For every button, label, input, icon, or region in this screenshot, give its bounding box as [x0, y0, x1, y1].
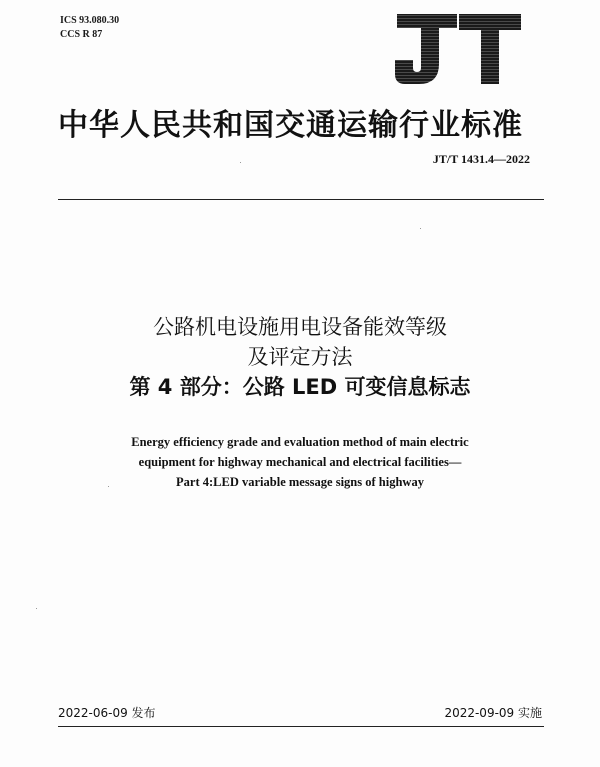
chinese-title-line-2: 及评定方法	[247, 345, 353, 369]
ics-code: ICS 93.080.30	[60, 15, 120, 26]
english-title-line-1: Energy efficiency grade and evaluation method of main electric	[131, 435, 469, 449]
header-divider	[58, 199, 544, 200]
scan-speck	[108, 486, 109, 487]
scan-speck	[420, 228, 421, 229]
english-title-line-2: equipment for highway mechanical and electrical facilities—	[138, 455, 462, 469]
scan-speck	[240, 162, 241, 163]
english-title-line-3: Part 4:LED variable message signs of highway	[176, 475, 424, 489]
english-title	[40, 432, 560, 492]
jt-logo	[393, 14, 523, 86]
issuing-organization-title: 中华人民共和国交通运输行业标准	[58, 108, 523, 143]
implementation-date: 2022-09-09 实施	[444, 706, 542, 720]
ccs-code: CCS R 87	[60, 29, 103, 40]
chinese-title-line-3: 第 4 部分：公路 LED 可变信息标志	[129, 375, 471, 399]
scan-speck	[36, 608, 37, 609]
classification-codes	[60, 14, 119, 42]
chinese-title	[40, 312, 560, 402]
issue-date: 2022-06-09 发布	[58, 706, 156, 720]
footer-divider	[58, 726, 544, 727]
chinese-title-line-1: 公路机电设施用电设备能效等级	[153, 315, 447, 339]
standard-number: JT/T 1431.4—2022	[432, 152, 530, 166]
